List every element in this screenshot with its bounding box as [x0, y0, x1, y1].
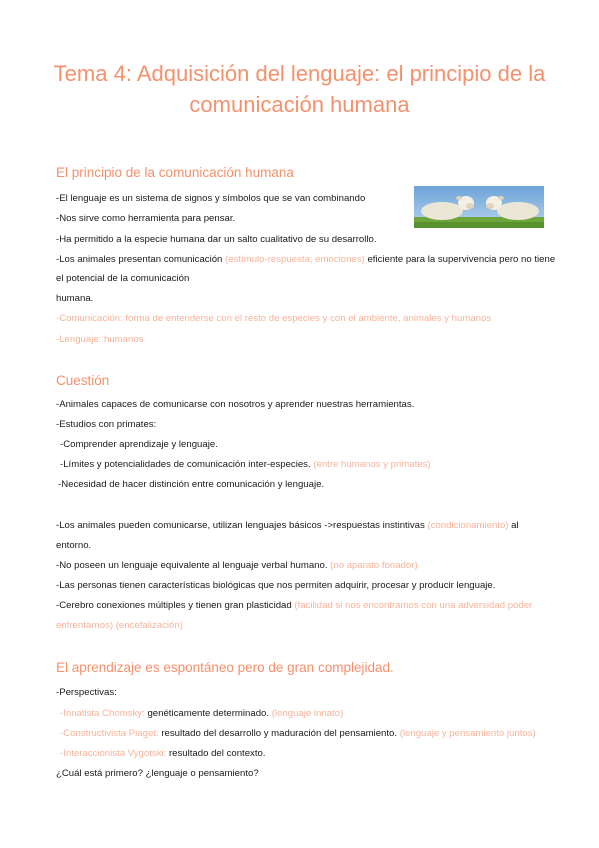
- text-line: -Necesidad de hacer distinción entre comunicación y lenguaje.: [58, 479, 325, 490]
- text-line: ¿Cuál está primero? ¿lenguaje o pensamiento?: [56, 768, 259, 779]
- text-line: [56, 599, 532, 612]
- text-line: [60, 747, 266, 760]
- title-line-1: Tema 4: Adquisición del lenguaje: el principio de la: [53, 61, 546, 86]
- text-span: al: [511, 520, 519, 531]
- text-span: resultado del desarrollo y maduración del pensamiento.: [161, 728, 398, 739]
- title-line-2: comunicación humana: [189, 92, 410, 117]
- text-line: [60, 458, 431, 471]
- note-span: (facilidad si nos encontramos con una adversidad poder: [294, 600, 533, 611]
- note-span: -Innatista Chomsky:: [60, 708, 145, 719]
- text-span: -Cerebro conexiones múltiples y tienen gran plasticidad: [56, 600, 292, 611]
- text-line: [60, 707, 343, 720]
- text-span: -Los animales pueden comunicarse, utilizan lenguajes básicos ->respuestas instintivas: [56, 520, 425, 531]
- text-span: -Límites y potencialidades de comunicación inter-especies.: [60, 459, 311, 470]
- note-span: (lenguaje innato): [271, 708, 344, 719]
- note-span: (entre humanos y primates): [313, 459, 431, 470]
- section-heading-cuestion: Cuestión: [56, 373, 110, 388]
- page-title: [40, 58, 559, 120]
- text-line: entorno.: [56, 540, 92, 551]
- text-span: eficiente para la supervivencia pero no tiene: [367, 254, 556, 265]
- text-line: -Animales capaces de comunicarse con nosotros y aprender nuestras herramientas.: [56, 399, 415, 410]
- text-line: -Nos sirve como herramienta para pensar.: [56, 213, 236, 224]
- text-line: [56, 253, 555, 266]
- text-line: -El lenguaje es un sistema de signos y símbolos que se van combinando: [56, 193, 366, 204]
- note-line: enfrentarnos) (encefalización): [56, 620, 183, 631]
- note-span: -Interaccionista Vygotski:: [60, 748, 167, 759]
- text-span: genéticamente determinado.: [147, 708, 270, 719]
- text-line: -Comprender aprendizaje y lenguaje.: [60, 439, 218, 450]
- text-line: [56, 519, 519, 532]
- note-line: -Comunicación: forma de entenderse con el resto de especies y con el ambiente, animales y humanos: [56, 313, 492, 324]
- note-span: (estímulo-respuesta; emociones): [225, 254, 365, 265]
- note-span: (lenguaje y pensamiento juntos): [399, 728, 536, 739]
- note-line: -Lenguaje: humanos: [56, 334, 144, 345]
- note-span: (no aparato fonador): [330, 560, 418, 571]
- text-line: [60, 727, 536, 740]
- text-line: -Las personas tienen características biológicas que nos permiten adquirir, procesar y producir lenguaje.: [56, 580, 496, 591]
- text-line: [56, 559, 418, 572]
- note-span: -Constructivista Piaget:: [60, 728, 159, 739]
- text-line: humana.: [56, 293, 94, 304]
- section-heading-aprendizaje: El aprendizaje es espontáneo pero de gran complejidad.: [56, 660, 394, 675]
- text-span: resultado del contexto.: [168, 748, 266, 759]
- note-span: (condicionamiento): [427, 520, 509, 531]
- text-line: -Perspectivas:: [56, 687, 117, 698]
- text-line: -Estudios con primates:: [56, 419, 157, 430]
- text-span: -No poseen un lenguaje equivalente al lenguaje verbal humano.: [56, 560, 328, 571]
- text-line: -Ha permitido a la especie humana dar un salto cualitativo de su desarrollo.: [56, 234, 377, 245]
- section-heading-principio: El principio de la comunicación humana: [56, 165, 294, 180]
- lambs-image: [414, 186, 544, 228]
- text-line: el potencial de la comunicación: [56, 273, 190, 284]
- text-span: -Los animales presentan comunicación: [56, 254, 223, 265]
